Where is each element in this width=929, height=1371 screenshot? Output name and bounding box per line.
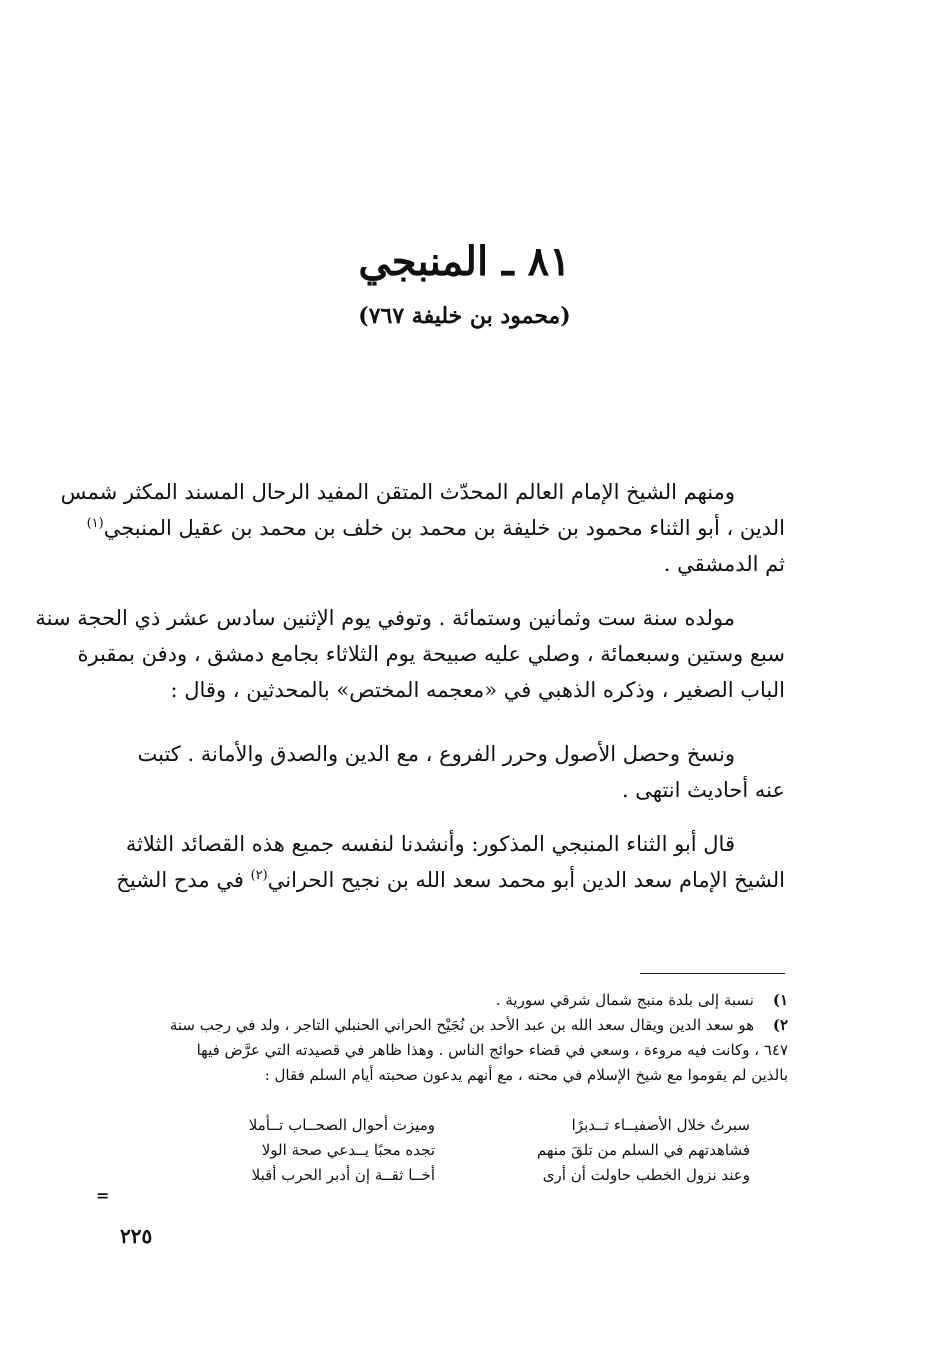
footnote-1 — [128, 988, 788, 1013]
verse-second-hemistich: تجده محبًا يــدعي صحة الولا — [261, 1141, 435, 1159]
footnotes — [128, 988, 788, 1088]
paragraph-line: عنه أحاديث انتهى . — [621, 778, 785, 802]
poem-verses — [150, 1113, 750, 1188]
paragraph-1 — [60, 474, 785, 582]
verse-line — [150, 1113, 750, 1138]
paragraph-line — [86, 510, 785, 546]
footnote-number: ١) — [772, 991, 788, 1009]
paragraph-line-text: الشيخ الإمام سعد الدين أبو محمد سعد الله بن نجيح الحراني — [267, 868, 785, 892]
paragraph-line: قال أبو الثناء المنبجي المذكور: وأنشدنا لنفسه جميع هذه القصائد الثلاثة — [125, 832, 735, 856]
verse-first-hemistich: سبرتُ خلال الأصفيــاء تــدبرًا — [571, 1116, 750, 1134]
verse-second-hemistich: أخــا ثقــة إن أدبر الحرب أقبلا — [251, 1166, 435, 1184]
footnote-text: هو سعد الدين ويقال سعد الله بن عبد الأحد بن نُجَيْح الحراني الحنبلي التاجر ، ولد في رجب سنة — [169, 1016, 754, 1034]
paragraph-line-text: الدين ، أبو الثناء محمود بن خليفة بن محمد بن خلف بن محمد بن عقيل المنبجي — [103, 516, 785, 540]
paragraph-4 — [116, 826, 785, 898]
footnote-ref-2[interactable]: (٢) — [250, 868, 268, 883]
paragraph-line — [116, 862, 785, 898]
paragraph-3 — [128, 736, 785, 808]
paragraph-line: ثم الدمشقي . — [663, 552, 785, 576]
chapter-subtitle: (محمود بن خليفة ٧٦٧) — [358, 303, 571, 329]
paragraph-2 — [35, 600, 785, 708]
verse-first-hemistich: وعند نزول الخطب حاولت أن أرى — [542, 1166, 750, 1184]
continuation-mark: = — [96, 1186, 110, 1205]
paragraph-line: سبع وستين وسبعمائة ، وصلي عليه صبيحة يوم الثلاثاء بجامع دمشق ، ودفن بمقبرة — [77, 642, 785, 666]
page-number: ٢٢٥ — [120, 1224, 153, 1248]
paragraph-line: مولده سنة ست وثمانين وستمائة . وتوفي يوم الإثنين سادس عشر ذي الحجة سنة — [35, 606, 735, 630]
paragraph-line: ونسخ وحصل الأصول وحرر الفروع ، مع الدين والصدق والأمانة . كتبت — [137, 742, 735, 766]
footnote-divider — [640, 973, 785, 974]
verse-first-hemistich: فشاهدتهم في السلم من تلقَ منهم — [536, 1141, 750, 1159]
footnote-line: ٦٤٧ ، وكانت فيه مروءة ، وسعي في قضاء حوائج الناس . وهذا ظاهر في قصيدته التي عرَّض فيها — [196, 1041, 788, 1059]
verse-line — [150, 1138, 750, 1163]
footnote-ref-1[interactable]: (١) — [86, 516, 104, 531]
footnote-2 — [128, 1013, 788, 1038]
paragraph-line-text: في مدح الشيخ — [116, 868, 244, 892]
chapter-title: ٨١ ـ المنبجي — [358, 238, 571, 285]
verse-second-hemistich: وميزت أحوال الصحــاب تــأملا — [248, 1116, 435, 1134]
paragraph-line: ومنهم الشيخ الإمام العالم المحدّث المتقن المفيد الرحال المسند المكثر شمس — [60, 480, 735, 504]
verse-line — [150, 1163, 750, 1188]
footnote-number: ٢) — [772, 1016, 788, 1034]
footnote-text: نسبة إلى بلدة منبج شمال شرقي سورية . — [495, 991, 754, 1009]
footnote-line: بالذين لم يقوموا مع شيخ الإسلام في محنه ، مع أنهم يدعون صحبته أيام السلم فقال : — [264, 1066, 788, 1084]
paragraph-line: الباب الصغير ، وذكره الذهبي في «معجمه المختص» بالمحدثين ، وقال : — [170, 678, 785, 702]
